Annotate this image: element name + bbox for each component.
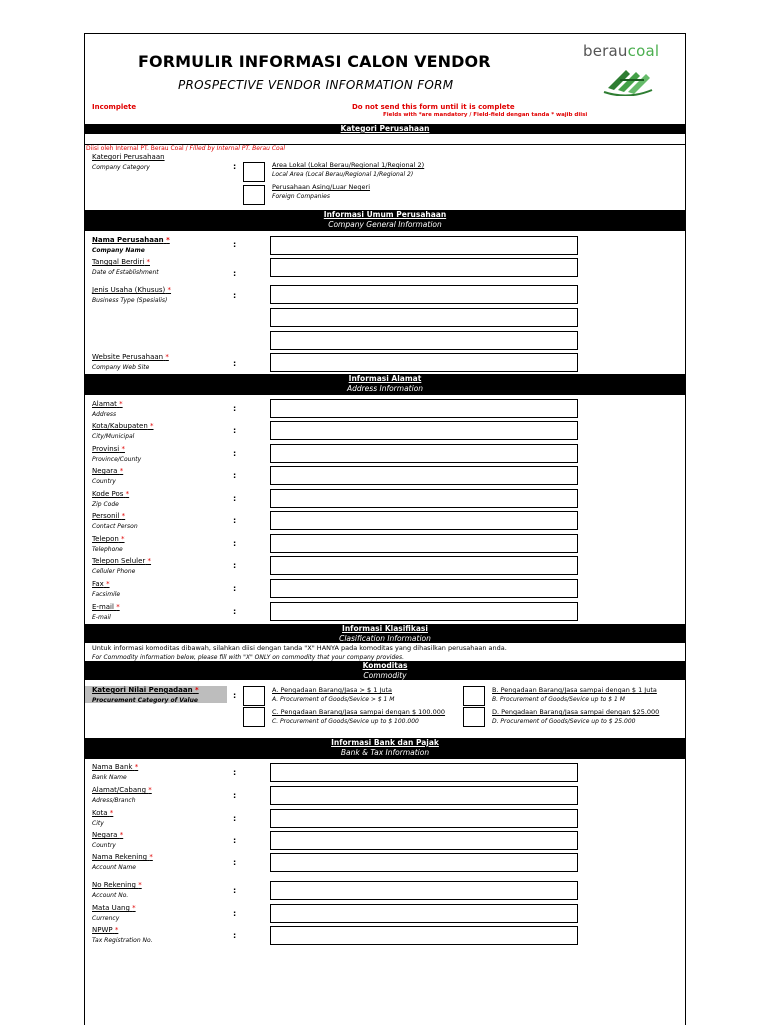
section-alamat-header: Informasi Alamat Address Information (85, 374, 685, 395)
label-province: Provinsi * Province/County (92, 445, 142, 463)
colon: : (233, 494, 237, 503)
section-komoditas-header: Komoditas Commodity (85, 661, 685, 680)
bank-name-input[interactable] (270, 763, 578, 782)
berau-coal-logo-icon (600, 60, 656, 96)
telephone-input[interactable] (270, 534, 578, 553)
option-local-area: Area Lokal (Lokal Berau/Regional 1/Regional 2) Local Area (Local Berau/Regional 1/Regional 2) (272, 161, 425, 178)
internal-note: Diisi oleh Internal PT. Berau Coal / Filled by Internal PT. Berau Coal (86, 145, 286, 152)
colon: : (233, 539, 237, 548)
label-account-name: Nama Rekening * Account Name (92, 853, 153, 871)
warning-text: Do not send this form until it is complete (352, 103, 515, 111)
label-procurement-category: Kategori Nilai Pengadaan * Procurement Category of Value (92, 686, 199, 704)
section-bank-header: Informasi Bank dan Pajak Bank & Tax Information (85, 738, 685, 759)
currency-input[interactable] (270, 904, 578, 923)
klasifikasi-note-id: Untuk informasi komoditas dibawah, silahkan diisi dengan tanda "X" HANYA pada komoditas yang dihasilkan perusahaan anda. (92, 644, 507, 652)
label-npwp: NPWP * Tax Registration No. (92, 926, 153, 944)
colon: : (233, 909, 237, 918)
colon: : (233, 607, 237, 616)
website-input[interactable] (270, 353, 578, 372)
option-d: D. Pengadaan Barang/Jasa sampai dengan $25.000 D. Procurement of Goods/Sevice up to $ 25.000 (492, 708, 660, 725)
account-no-input[interactable] (270, 881, 578, 900)
mandatory-note: Fields with *are mandatory / Field-field dengan tanda * wajib diisi (383, 112, 588, 118)
local-area-checkbox[interactable] (243, 162, 265, 182)
colon: : (233, 691, 237, 700)
colon: : (233, 584, 237, 593)
colon: : (233, 426, 237, 435)
establishment-date-input[interactable] (270, 258, 578, 277)
label-bank-city: Kota * City (92, 809, 114, 827)
npwp-input[interactable] (270, 926, 578, 945)
colon: : (233, 471, 237, 480)
cellphone-input[interactable] (270, 556, 578, 575)
label-cellphone: Telepon Seluler * Celluler Phone (92, 557, 152, 575)
colon: : (233, 240, 237, 249)
label-website: Website Perusahaan * Company Web Site (92, 353, 169, 371)
colon: : (233, 886, 237, 895)
form-subtitle: PROSPECTIVE VENDOR INFORMATION FORM (178, 78, 454, 92)
label-bank-country: Negara * Country (92, 831, 124, 849)
label-fax: Fax * Facsimile (92, 580, 121, 598)
colon: : (233, 359, 237, 368)
status-incomplete: Incomplete (92, 103, 137, 111)
label-contact-person: Personil * Contact Person (92, 512, 138, 530)
colon: : (233, 516, 237, 525)
label-address: Alamat * Address (92, 400, 123, 418)
colon: : (233, 814, 237, 823)
colon: : (233, 858, 237, 867)
option-d-checkbox[interactable] (463, 707, 485, 727)
label-zip: Kode Pos * Zip Code (92, 490, 130, 508)
business-type-input-1[interactable] (270, 285, 578, 304)
city-input[interactable] (270, 421, 578, 440)
option-c: C. Pengadaan Barang/Jasa sampai dengan $ 100.000 C. Procurement of Goods/Sevice up to $ 100.000 (272, 708, 446, 725)
option-b-checkbox[interactable] (463, 686, 485, 706)
label-currency: Mata Uang * Currency (92, 904, 136, 922)
section-umum-header: Informasi Umum Perusahaan Company General Information (85, 210, 685, 231)
bank-city-input[interactable] (270, 809, 578, 828)
colon: : (233, 836, 237, 845)
account-name-input[interactable] (270, 853, 578, 872)
company-name-input[interactable] (270, 236, 578, 255)
label-bank-name: Nama Bank * Bank Name (92, 763, 139, 781)
label-city: Kota/Kabupaten * City/Municipal (92, 422, 154, 440)
fax-input[interactable] (270, 579, 578, 598)
berau-coal-logo-text: beraucoal (583, 42, 660, 60)
colon: : (233, 291, 237, 300)
country-input[interactable] (270, 466, 578, 485)
zip-input[interactable] (270, 489, 578, 508)
bank-branch-input[interactable] (270, 786, 578, 805)
label-company-name: Nama Perusahaan * Company Name (92, 236, 170, 254)
form-title: FORMULIR INFORMASI CALON VENDOR (138, 52, 491, 71)
colon: : (233, 931, 237, 940)
option-b: B. Pengadaan Barang/Jasa sampai dengan $ 1 Juta B. Procurement of Goods/Sevice up to $ 1 M (492, 686, 657, 703)
klasifikasi-note-en: For Commodity information below, please fill with "X" ONLY on commodity that your company provides. (92, 654, 404, 661)
colon: : (233, 269, 237, 278)
label-email: E-mail * E-mail (92, 603, 120, 621)
label-country: Negara * Country (92, 467, 124, 485)
contact-person-input[interactable] (270, 511, 578, 530)
colon: : (233, 449, 237, 458)
label-bank-branch: Alamat/Cabang * Adress/Branch (92, 786, 152, 804)
email-input[interactable] (270, 602, 578, 621)
address-input[interactable] (270, 399, 578, 418)
option-a-checkbox[interactable] (243, 686, 265, 706)
section-klasifikasi-header: Informasi Klasifikasi Clasification Information (85, 624, 685, 643)
section-kategori-header: Kategori Perusahaan (85, 124, 685, 134)
business-type-input-3[interactable] (270, 331, 578, 350)
province-input[interactable] (270, 444, 578, 463)
label-establishment-date: Tanggal Berdiri * Date of Establishment (92, 258, 159, 276)
colon: : (233, 162, 237, 171)
label-account-no: No Rekening * Account No. (92, 881, 142, 899)
label-business-type: Jenis Usaha (Khusus) * Business Type (Spesialis) (92, 286, 172, 304)
business-type-input-2[interactable] (270, 308, 578, 327)
colon: : (233, 561, 237, 570)
option-a: A. Pengadaan Barang/Jasa > $ 1 Juta A. Procurement of Goods/Sevice > $ 1 M (272, 686, 395, 703)
colon: : (233, 791, 237, 800)
option-c-checkbox[interactable] (243, 707, 265, 727)
label-telephone: Telepon * Telephone (92, 535, 125, 553)
label-kategori-perusahaan: Kategori Perusahaan Company Category (92, 153, 165, 171)
foreign-company-checkbox[interactable] (243, 185, 265, 205)
colon: : (233, 768, 237, 777)
bank-country-input[interactable] (270, 831, 578, 850)
option-foreign-company: Perusahaan Asing/Luar Negeri Foreign Companies (272, 183, 371, 200)
colon: : (233, 404, 237, 413)
